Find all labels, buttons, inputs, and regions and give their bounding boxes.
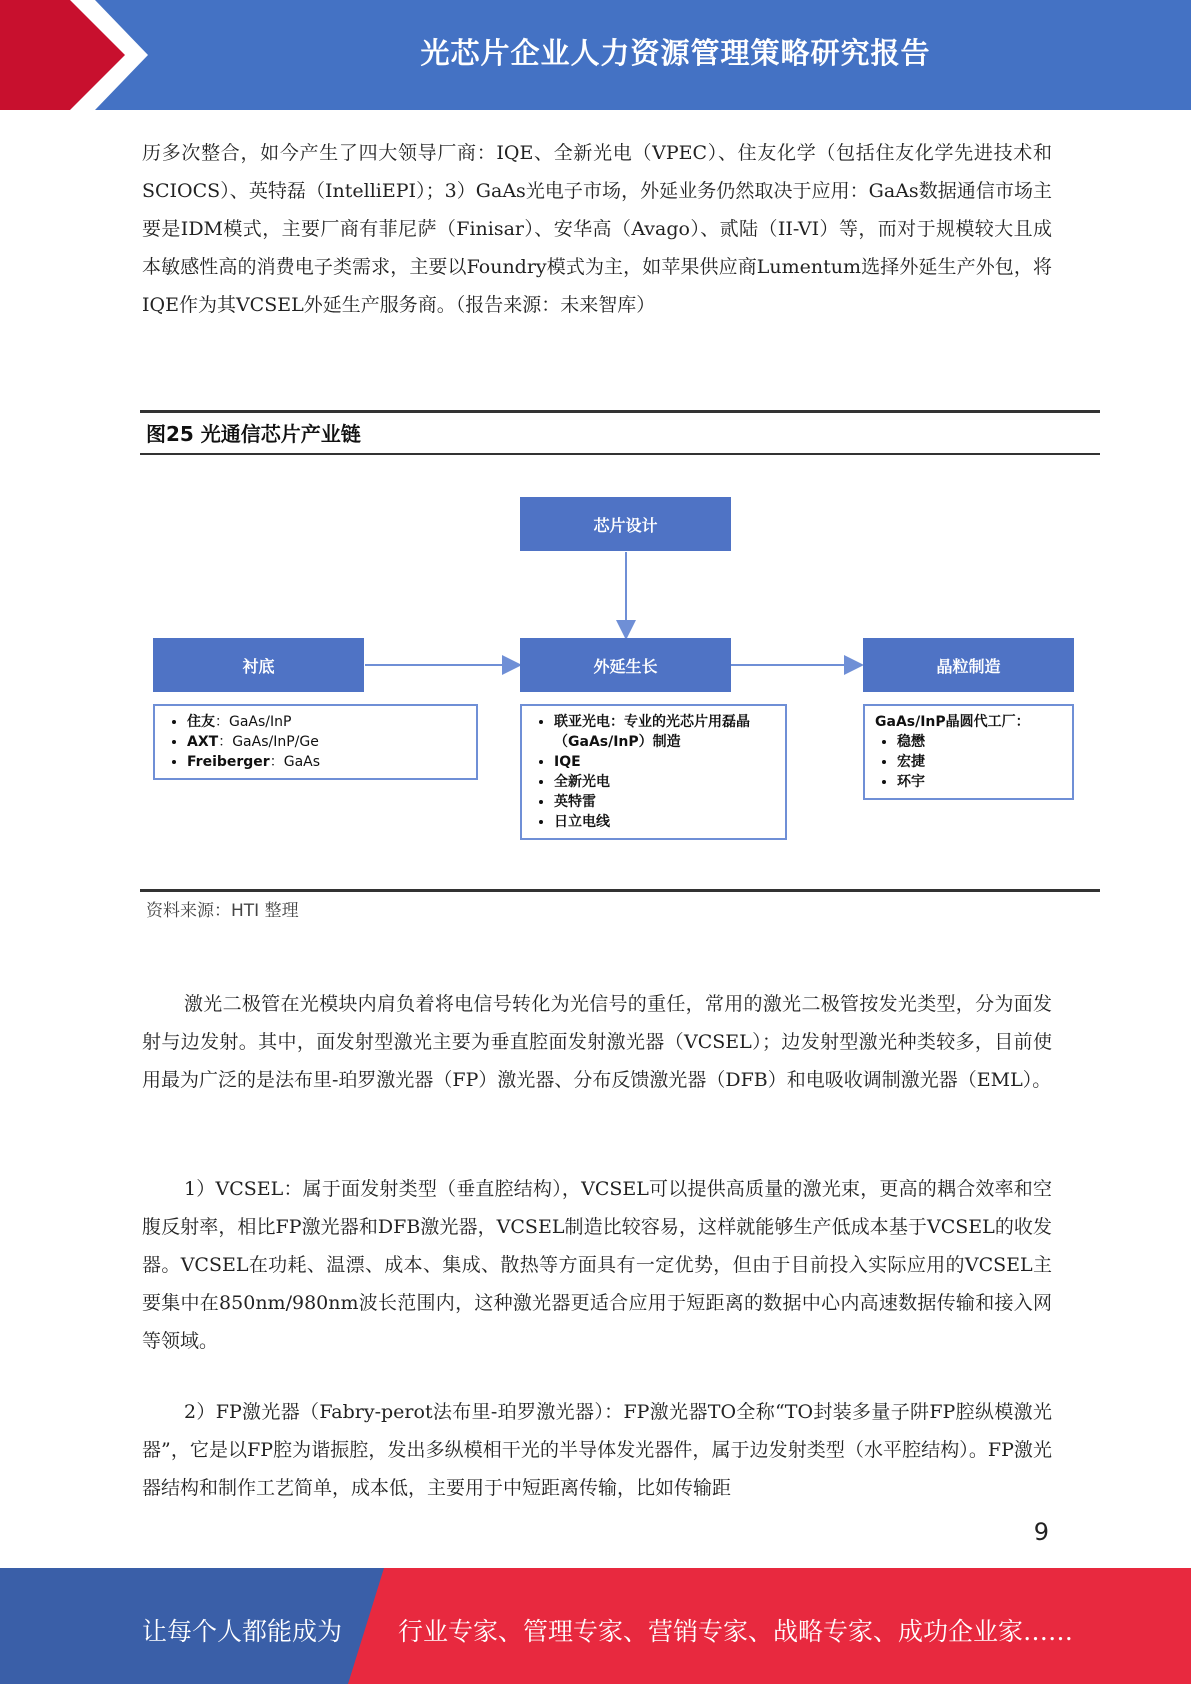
list-item: • 英特雷 <box>554 792 775 812</box>
paragraph-laser-types: 激光二极管在光模块内肩负着将电信号转化为光信号的重任，常用的激光二极管按发光类型，分为面发射与边发射。其中，面发射型激光主要为垂直腔面发射激光器（VCSEL）；边发射型激光种类较多，目前使用最为广泛的是法布里-珀罗激光器（FP）激光器、分布反馈激光器（DFB）和电吸收调制激光器（EML）。 <box>142 993 1052 1091</box>
list-item: • 联亚光电：专业的光芯片用磊晶（GaAs/InP）制造 <box>554 712 775 752</box>
wafer-foundry-list <box>863 704 1074 800</box>
paragraph-fp-laser: 2）FP激光器（Fabry-perot法布里-珀罗激光器）：FP激光器TO全称“TO封装多量子阱FP腔纵模激光器”，它是以FP腔为谐振腔，发出多纵模相干光的半导体发光器件，属于边发射类型（水平腔结构）。FP激光器结构和制作工艺简单，成本低，主要用于中短距离传输，比如传输距 <box>142 1401 1052 1499</box>
paragraph-vcsel: 1）VCSEL：属于面发射类型（垂直腔结构），VCSEL可以提供高质量的激光束，更高的耦合效率和空腹反射率，相比FP激光器和DFB激光器，VCSEL制造比较容易，这样就能够生产低成本基于VCSEL的收发器。VCSEL在功耗、温漂、成本、集成、散热等方面具有一定优势，但由于目前投入实际应用的VCSEL主要集中在850nm/980nm波长范围内，这种激光器更适合应用于短距离的数据中心内高速数据传输和接入网等领域。 <box>142 1178 1052 1352</box>
list-item: • AXT：GaAs/InP/Ge <box>187 732 466 752</box>
list-item: • 住友：GaAs/InP <box>187 712 466 732</box>
footer-slogan-left: 让每个人都能成为 <box>142 1617 343 1646</box>
list-item: • 稳懋 <box>897 732 1062 752</box>
page-number: 9 <box>1033 1518 1049 1546</box>
node-substrate: 衬底 <box>153 638 364 692</box>
list-item: • 日立电线 <box>554 812 775 832</box>
substrate-vendor-list <box>153 704 478 780</box>
node-epitaxy: 外延生长 <box>520 638 731 692</box>
report-title: 光芯片企业人力资源管理策略研究报告 <box>420 36 931 70</box>
list-item: • 全新光电 <box>554 772 775 792</box>
node-chip-design: 芯片设计 <box>520 497 731 551</box>
list-item: • 环宇 <box>897 772 1062 792</box>
list-item: • 宏捷 <box>897 752 1062 772</box>
footer-slogan-right: 行业专家、管理专家、营销专家、战略专家、成功企业家…… <box>398 1617 1074 1646</box>
node-wafer-fab: 晶粒制造 <box>863 638 1074 692</box>
list-item: • IQE <box>554 752 775 772</box>
figure-bottom-rule <box>140 889 1100 892</box>
wafer-list-heading: GaAs/InP晶圆代工厂： <box>875 714 1030 730</box>
figure-title: 图25 光通信芯片产业链 <box>146 422 361 446</box>
intro-paragraph: 历多次整合，如今产生了四大领导厂商：IQE、全新光电（VPEC）、住友化学（包括住友化学先进技术和SCIOCS）、英特磊（IntelliEPI）；3）GaAs光电子市场，外延业务仍然取决于应用：GaAs数据通信市场主要是IDM模式，主要厂商有菲尼萨（Finisar）、安华高（Avago）、贰陆（II-VI）等，而对于规模较大且成本敏感性高的消费电子类需求，主要以Foundry模式为主，如苹果供应商Lumentum选择外延生产外包，将IQE作为其VCSEL外延生产服务商。（报告来源：未来智库） <box>142 142 1052 316</box>
figure-source: 资料来源：HTI 整理 <box>146 901 299 921</box>
epitaxy-vendor-list <box>520 704 787 840</box>
list-item: • Freiberger：GaAs <box>187 752 466 772</box>
